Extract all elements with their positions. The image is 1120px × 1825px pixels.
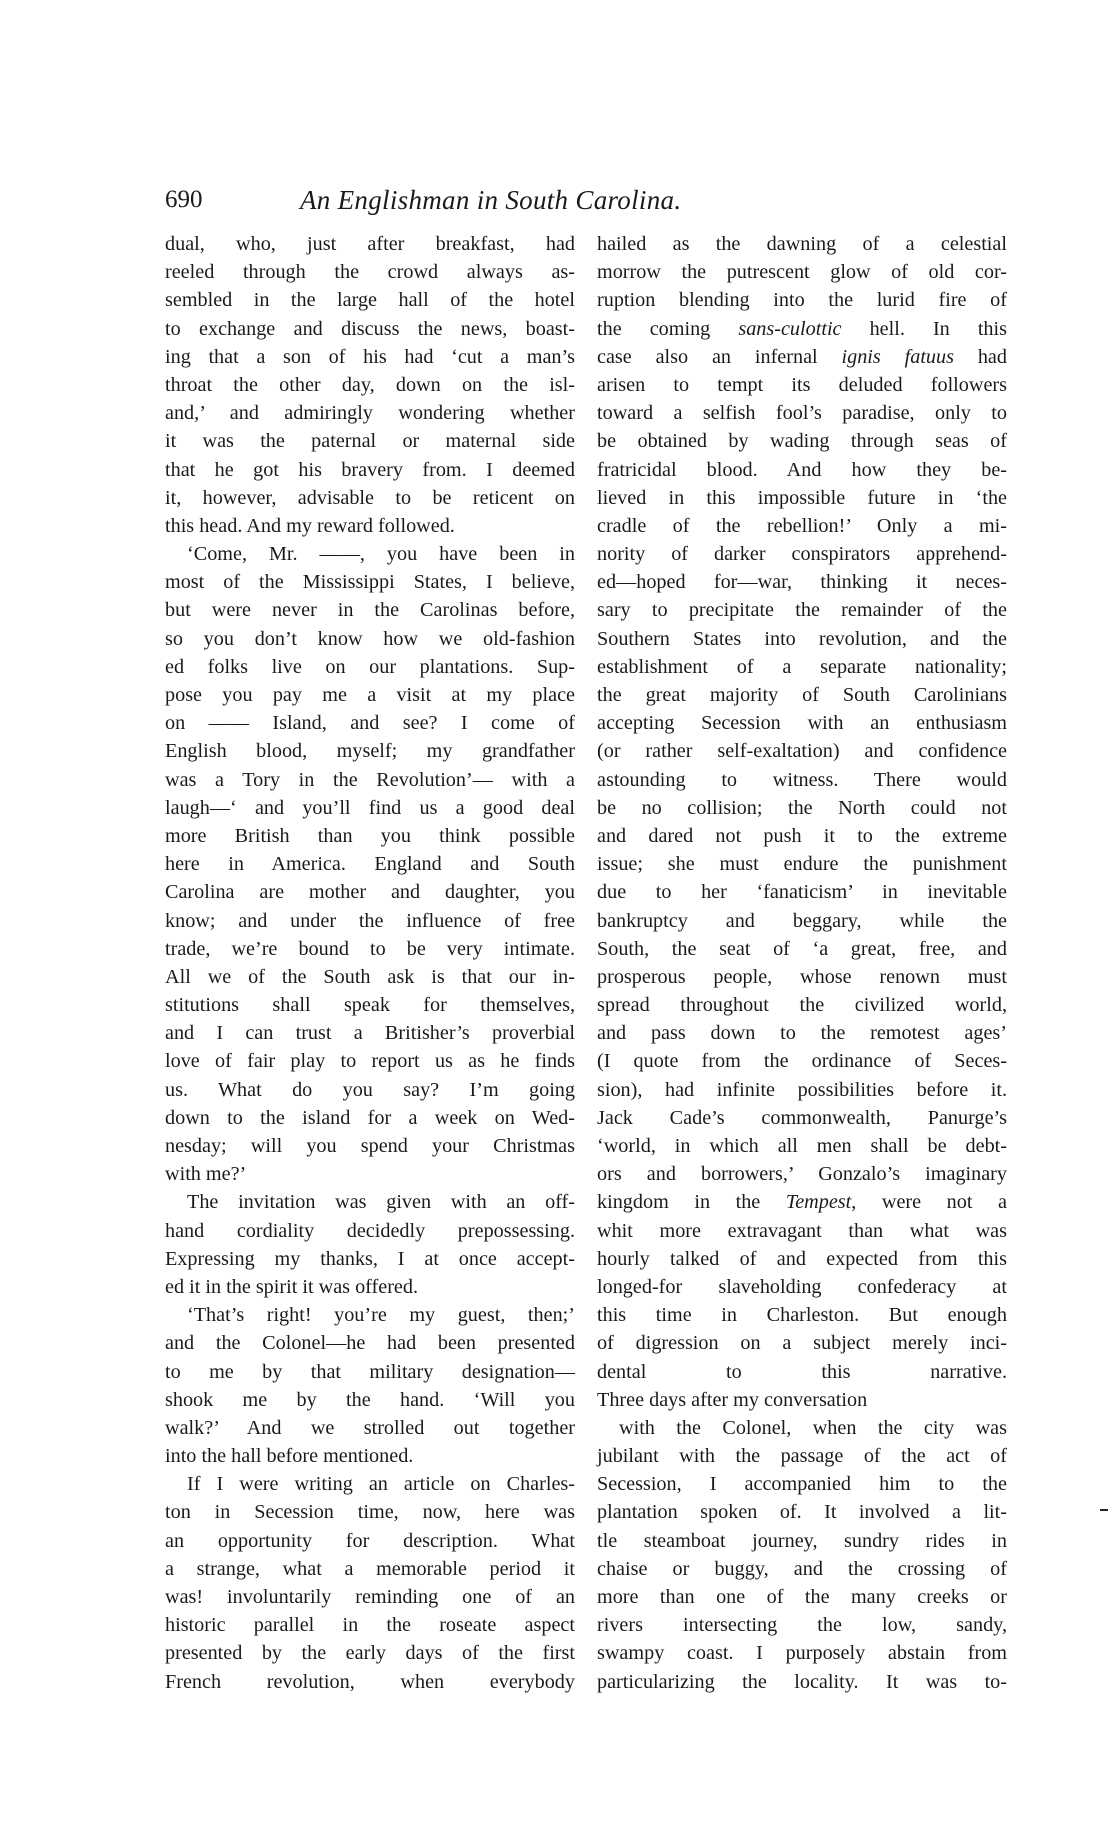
text-line: (I quote from the ordinance of Seces- [597, 1050, 1007, 1073]
text-line: chaise or buggy, and the crossing of [597, 1557, 1007, 1580]
italic-phrase: ignis fatuus [841, 345, 954, 368]
text-line: ed folks live on our plantations. Sup- [165, 655, 575, 678]
text-line: more than one of the many creeks or [597, 1586, 1007, 1608]
text-line: with me?’ [165, 1163, 247, 1186]
text-line: hourly talked of and expected from this [597, 1247, 1007, 1270]
text-line: dual, who, just after breakfast, had [165, 233, 575, 255]
text-line: and dared not push it to the extreme [597, 824, 1007, 847]
text-line: spread throughout the civilized world, [597, 994, 1007, 1017]
text-line: and I can trust a Britisher’s proverbial [165, 1022, 575, 1045]
page-number: 690 [165, 186, 203, 213]
text-line: down to the island for a week on Wed- [165, 1106, 575, 1129]
text-line: Southern States into revolution, and the [597, 627, 1007, 650]
text-line: Expressing my thanks, I at once accept- [165, 1247, 575, 1270]
text-line: ‘Come, Mr. ——, you have been in [187, 543, 575, 566]
text-line: and pass down to the remotest ages’ [597, 1022, 1007, 1045]
text-line: us. What do you say? I’m going [165, 1078, 575, 1101]
text-line: due to her ‘fanaticism’ in inevitable [597, 881, 1007, 904]
text-line: of digression on a subject merely inci- [597, 1332, 1007, 1355]
text-line: this head. And my reward followed. [165, 514, 455, 537]
text-line: nority of darker conspirators apprehend- [597, 543, 1007, 566]
text-line: the great majority of South Carolinians [597, 684, 1007, 706]
text-line: ‘world, in which all men shall be debt- [597, 1135, 1007, 1157]
text-line: astounding to witness. There would [597, 768, 1007, 791]
text-line: to me by that military designation— [165, 1360, 575, 1383]
text-line: but were never in the Carolinas before, [165, 599, 575, 622]
text-line: stitutions shall speak for themselves, [165, 994, 575, 1017]
text-line: particularizing the locality. It was to- [597, 1670, 1007, 1693]
right-text-column [597, 230, 1007, 1696]
text-line: ‘That’s right! you’re my guest, then;’ [187, 1304, 575, 1327]
text-line: longed-for slaveholding confederacy at [597, 1275, 1007, 1298]
text-line: The invitation was given with an off- [187, 1191, 575, 1214]
text-line: be no collision; the North could not [597, 796, 1007, 819]
text-line: toward a selfish fool’s paradise, only to [597, 402, 1007, 425]
text-line: cradle of the rebellion!’ Only a mi- [597, 514, 1007, 537]
left-text-column [165, 230, 575, 1696]
text-line: dental to this narrative. [597, 1360, 1007, 1383]
margin-mark [1100, 1509, 1108, 1511]
text-line: know; and under the influence of free [165, 909, 575, 932]
text-line: most of the Mississippi States, I believe, [165, 571, 575, 594]
text-line: All we of the South ask is that our in- [165, 965, 575, 988]
text-line: and,’ and admiringly wondering whether [165, 402, 575, 425]
text-line: reeled through the crowd always as- [165, 261, 575, 284]
text-line: case also an infernal ignis fatuus had [597, 345, 1007, 368]
italic-phrase: sans-culottic [738, 317, 842, 340]
text-line: more British than you think possible [165, 824, 575, 847]
text-line: English blood, myself; my grandfather [165, 740, 575, 763]
text-line: was a Tory in the Revolution’— with a [165, 768, 575, 791]
text-line: Three days after my conversation [597, 1388, 868, 1411]
text-line: this time in Charleston. But enough [597, 1304, 1007, 1327]
text-line: to exchange and discuss the news, boast- [165, 317, 575, 340]
text-line: it was the paternal or maternal side [165, 430, 575, 453]
text-line: on —— Island, and see? I come of [165, 712, 575, 735]
text-line: tle steamboat journey, sundry rides in [597, 1529, 1007, 1552]
text-line: ing that a son of his had ‘cut a man’s [165, 345, 575, 368]
text-line: swampy coast. I purposely abstain from [597, 1642, 1007, 1665]
text-line: French revolution, when everybody [165, 1670, 575, 1693]
text-line: so you don’t know how we old-fashion [165, 627, 575, 650]
text-line: ton in Secession time, now, here was [165, 1501, 575, 1524]
text-line: laugh—‘ and you’ll find us a good deal [165, 796, 575, 819]
text-line: be obtained by wading through seas of [597, 430, 1007, 453]
text-line: sary to precipitate the remainder of the [597, 599, 1007, 622]
text-line: kingdom in the Tempest, were not a [597, 1191, 1007, 1214]
text-line: walk?’ And we strolled out together [165, 1416, 575, 1439]
page-header [165, 183, 1020, 217]
text-line: presented by the early days of the first [165, 1642, 575, 1665]
text-line: pose you pay me a visit at my place [165, 684, 575, 706]
text-line: was! involuntarily reminding one of an [165, 1586, 575, 1608]
text-line: (or rather self-exaltation) and confidence [597, 740, 1007, 763]
text-line: and the Colonel—he had been presented [165, 1332, 575, 1355]
text-line: bankruptcy and beggary, while the [597, 909, 1007, 932]
text-line: a strange, what a memorable period it [165, 1557, 575, 1580]
text-line: fratricidal blood. And how they be- [597, 458, 1007, 481]
text-line: South, the seat of ‘a great, free, and [597, 937, 1007, 960]
text-line: whit more extravagant than what was [597, 1219, 1007, 1242]
italic-phrase: Tempest [785, 1191, 852, 1214]
text-line: the coming sans-culottic hell. In this [597, 317, 1007, 340]
text-line: hailed as the dawning of a celestial [597, 233, 1007, 255]
text-line: rivers intersecting the low, sandy, [597, 1614, 1007, 1637]
text-line: that he got his bravery from. I deemed [165, 458, 575, 481]
text-line: morrow the putrescent glow of old cor- [597, 261, 1007, 284]
text-line: Carolina are mother and daughter, you [165, 881, 575, 904]
text-line: prosperous people, whose renown must [597, 965, 1007, 988]
text-line: here in America. England and South [165, 853, 575, 876]
text-line: with the Colonel, when the city was [619, 1416, 1007, 1439]
text-line: throat the other day, down on the isl- [165, 373, 575, 396]
text-line: lieved in this impossible future in ‘the [597, 486, 1007, 509]
text-line: sion), had infinite possibilities before it. [597, 1078, 1007, 1101]
text-line: ed it in the spirit it was offered. [165, 1275, 419, 1298]
text-line: shook me by the hand. ‘Will you [165, 1388, 575, 1411]
text-line: accepting Secession with an enthusiasm [597, 712, 1007, 735]
text-line: plantation spoken of. It involved a lit- [597, 1501, 1007, 1524]
text-line: nesday; will you spend your Christmas [165, 1135, 575, 1157]
text-line: Secession, I accompanied him to the [597, 1473, 1007, 1496]
text-line: jubilant with the passage of the act of [597, 1445, 1007, 1468]
text-line: it, however, advisable to be reticent on [165, 486, 575, 509]
text-line: hand cordiality decidedly prepossessing. [165, 1219, 575, 1242]
text-line: Jack Cade’s commonwealth, Panurge’s [597, 1106, 1007, 1129]
text-line: love of fair play to report us as he finds [165, 1050, 575, 1073]
text-line: sembled in the large hall of the hotel [165, 289, 575, 312]
text-line: issue; she must endure the punishment [597, 853, 1007, 876]
text-line: an opportunity for description. What [165, 1529, 575, 1552]
text-line: trade, we’re bound to be very intimate. [165, 937, 575, 960]
text-line: into the hall before mentioned. [165, 1445, 414, 1468]
text-line: If I were writing an article on Charles- [187, 1473, 575, 1496]
text-line: arisen to tempt its deluded followers [597, 373, 1007, 396]
text-line: ors and borrowers,’ Gonzalo’s imaginary [597, 1163, 1007, 1186]
text-line: historic parallel in the roseate aspect [165, 1614, 575, 1637]
text-line: ruption blending into the lurid fire of [597, 289, 1007, 312]
running-title: An Englishman in South Carolina. [300, 185, 682, 215]
text-line: ed—hoped for—war, thinking it neces- [597, 571, 1007, 594]
text-line: establishment of a separate nationality; [597, 655, 1007, 678]
